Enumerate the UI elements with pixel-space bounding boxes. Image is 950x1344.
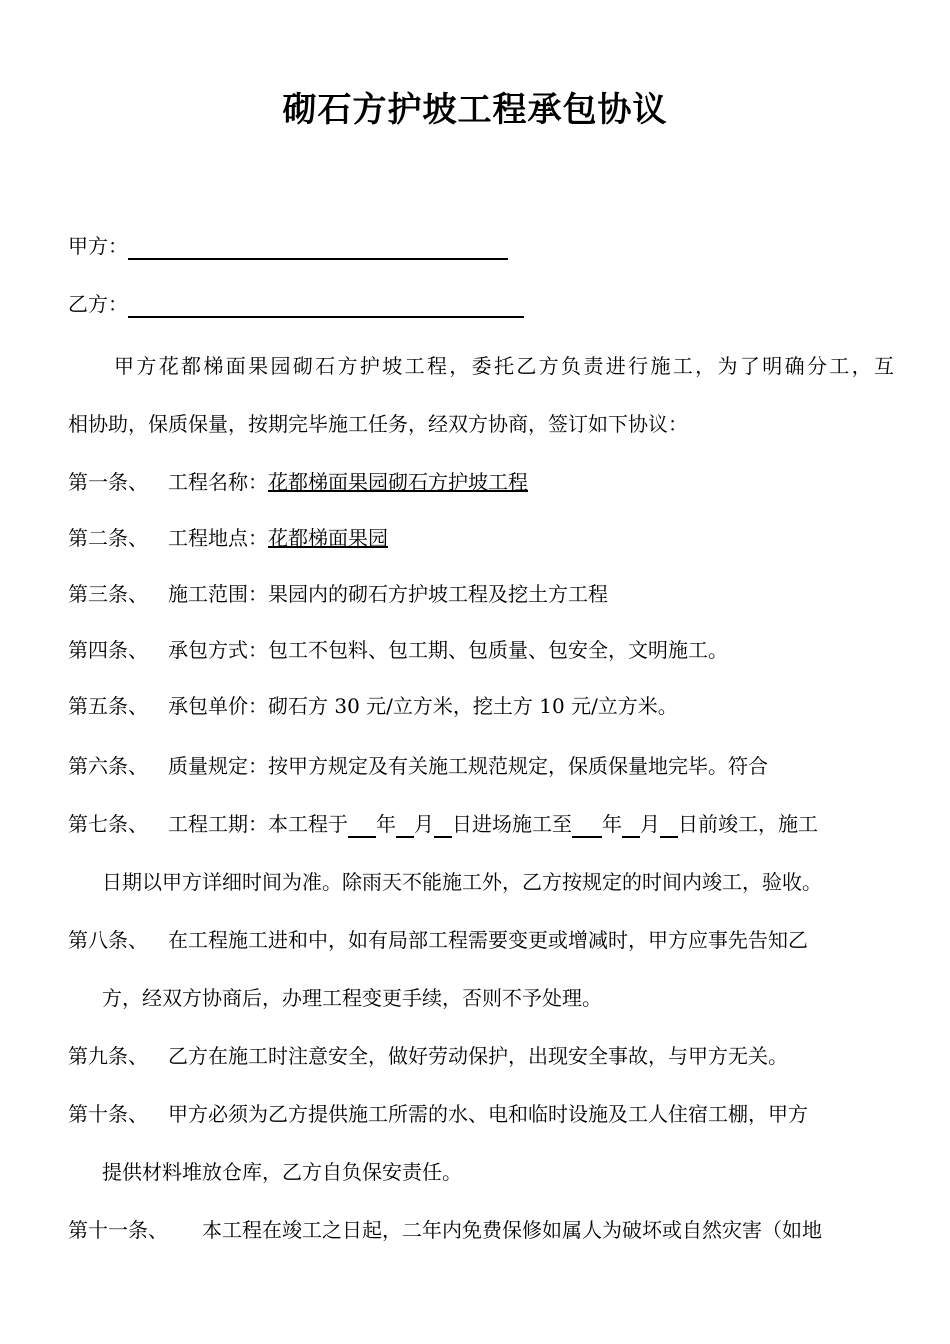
article-2	[68, 524, 388, 552]
article-7-continued: 日期以甲方详细时间为准。除雨天不能施工外，乙方按规定的时间内竣工，验收。	[102, 870, 822, 894]
article-8-continued: 方，经双方协商后，办理工程变更手续，否则不予处理。	[102, 986, 602, 1010]
article-4	[68, 636, 728, 664]
article-number: 第四条、	[68, 638, 148, 662]
article-label: 承包单价：	[168, 694, 268, 718]
article-text: 砌石方 30 元/立方米，挖土方 10 元/立方米。	[268, 694, 678, 718]
article-text: 本工程于	[268, 812, 348, 836]
article-8	[68, 926, 808, 954]
end-month-blank[interactable]	[622, 814, 640, 838]
article-10	[68, 1100, 808, 1128]
article-text: 按甲方规定及有关施工规范规定，保质保量地完毕。符合	[268, 754, 768, 778]
article-11	[68, 1216, 822, 1244]
article-10-continued: 提供材料堆放仓库，乙方自负保安责任。	[102, 1160, 462, 1184]
article-text: 甲方必须为乙方提供施工所需的水、电和临时设施及工人住宿工棚，甲方	[168, 1102, 808, 1126]
party-a-label: 甲方：	[68, 234, 128, 258]
article-number: 第六条、	[68, 754, 148, 778]
article-number: 第八条、	[68, 928, 148, 952]
project-name-value: 花都梯面果园砌石方护坡工程	[268, 470, 528, 494]
article-7	[68, 810, 818, 838]
party-a-line	[68, 232, 508, 260]
article-number: 第二条、	[68, 526, 148, 550]
document-title: 砌石方护坡工程承包协议	[282, 90, 668, 130]
article-text: 包工不包料、包工期、包质量、包安全，文明施工。	[268, 638, 728, 662]
article-label: 施工范围：	[168, 582, 268, 606]
party-b-line	[68, 290, 524, 318]
article-1	[68, 468, 528, 496]
project-location-value: 花都梯面果园	[268, 526, 388, 550]
party-b-label: 乙方：	[68, 292, 128, 316]
article-label: 工程地点：	[168, 526, 268, 550]
month-label: 月	[640, 812, 660, 836]
article-text: 在工程施工进和中，如有局部工程需要变更或增减时，甲方应事先告知乙	[168, 928, 808, 952]
article-number: 第十条、	[68, 1102, 148, 1126]
article-number: 第三条、	[68, 582, 148, 606]
article-number: 第九条、	[68, 1044, 148, 1068]
year-label: 年	[376, 812, 396, 836]
article-9	[68, 1042, 788, 1070]
article-number: 第七条、	[68, 812, 148, 836]
article-number: 第一条、	[68, 470, 148, 494]
article-text: 乙方在施工时注意安全，做好劳动保护，出现安全事故，与甲方无关。	[168, 1044, 788, 1068]
article-number: 第十一条、	[68, 1218, 168, 1242]
article-number: 第五条、	[68, 694, 148, 718]
end-year-blank[interactable]	[572, 814, 602, 838]
article-label: 承包方式：	[168, 638, 268, 662]
intro-line-2: 相协助，保质保量，按期完毕施工任务，经双方协商，签订如下协议：	[68, 412, 688, 436]
article-3	[68, 580, 608, 608]
intro-line-1: 甲方花都梯面果园砌石方护坡工程，委托乙方负责进行施工，为了明确分工，互	[114, 354, 894, 378]
article-label: 工程工期：	[168, 812, 268, 836]
start-month-blank[interactable]	[396, 814, 414, 838]
day-label: 日前竣工，施工	[678, 812, 818, 836]
start-day-blank[interactable]	[434, 814, 452, 838]
article-text: 果园内的砌石方护坡工程及挖土方工程	[268, 582, 608, 606]
start-year-blank[interactable]	[348, 814, 376, 838]
article-label: 质量规定：	[168, 754, 268, 778]
end-day-blank[interactable]	[660, 814, 678, 838]
party-b-blank[interactable]	[128, 294, 524, 318]
article-5	[68, 692, 678, 720]
month-label: 月	[414, 812, 434, 836]
article-text: 本工程在竣工之日起，二年内免费保修如属人为破坏或自然灾害（如地	[202, 1218, 822, 1242]
article-label: 工程名称：	[168, 470, 268, 494]
year-label: 年	[602, 812, 622, 836]
party-a-blank[interactable]	[128, 236, 508, 260]
day-label: 日进场施工至	[452, 812, 572, 836]
article-6	[68, 752, 768, 780]
